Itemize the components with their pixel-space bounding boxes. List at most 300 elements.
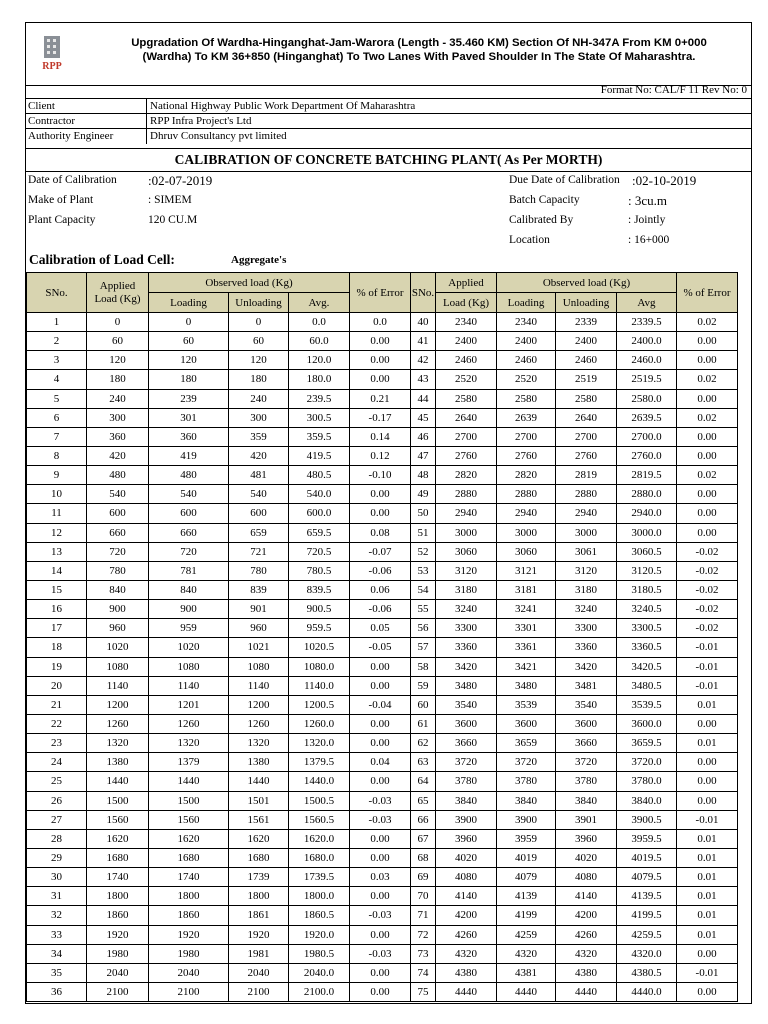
table-cell: 2400.0 (617, 332, 677, 351)
table-cell: 839.5 (289, 580, 350, 599)
table-cell: 2940.0 (617, 504, 677, 523)
table-cell: 540.0 (289, 485, 350, 504)
table-cell: 4440 (556, 982, 617, 1001)
table-cell: 3240 (436, 600, 497, 619)
table-cell: 19 (27, 657, 87, 676)
table-cell: 2880 (556, 485, 617, 504)
table-cell: 4019 (497, 848, 556, 867)
table-cell: 2819.5 (617, 466, 677, 485)
table-cell: 0.00 (677, 772, 738, 791)
table-cell: -0.02 (677, 561, 738, 580)
table-cell: 4440 (497, 982, 556, 1001)
table-cell: 1560 (87, 810, 149, 829)
table-cell: 2940 (497, 504, 556, 523)
table-cell: 0 (229, 313, 289, 332)
table-cell: 1680 (87, 848, 149, 867)
table-cell: 0.00 (350, 351, 411, 370)
table-cell: 120.0 (289, 351, 350, 370)
table-cell: 28 (27, 829, 87, 848)
table-cell: 20 (27, 676, 87, 695)
table-cell: 3960 (556, 829, 617, 848)
table-cell: 56 (411, 619, 436, 638)
table-cell: 6 (27, 408, 87, 427)
table-cell: 2400 (436, 332, 497, 351)
table-cell: 1320 (229, 734, 289, 753)
authority-engineer-row: Authority Engineer Dhruv Consultancy pvt limited (26, 128, 751, 149)
table-cell: 16 (27, 600, 87, 619)
table-cell: 0.00 (350, 676, 411, 695)
due-date-label: Due Date of Calibration (509, 174, 620, 186)
table-row (27, 791, 738, 810)
table-cell: 0.00 (677, 791, 738, 810)
table-cell: 420 (87, 446, 149, 465)
col-observed-load-2: Observed load (Kg) (497, 273, 677, 293)
format-number: Format No: CAL/F 11 Rev No: 0 (600, 84, 747, 96)
table-cell: 3660 (436, 734, 497, 753)
table-cell: 3300 (556, 619, 617, 638)
table-cell: 1980 (149, 944, 229, 963)
table-cell: 900 (87, 600, 149, 619)
table-cell: 3539 (497, 695, 556, 714)
location-label: Location (509, 234, 550, 246)
table-cell: 69 (411, 868, 436, 887)
table-cell: 2700 (556, 427, 617, 446)
table-cell: 1 (27, 313, 87, 332)
table-cell: 3061 (556, 542, 617, 561)
table-cell: 0.00 (350, 734, 411, 753)
table-cell: 3539.5 (617, 695, 677, 714)
make-of-plant-value: : SIMEM (148, 194, 192, 206)
table-cell: -0.03 (350, 791, 411, 810)
col-loading-2: Loading (497, 293, 556, 313)
table-cell: 3540 (436, 695, 497, 714)
table-cell: 3720 (556, 753, 617, 772)
table-cell: 3300 (436, 619, 497, 638)
table-cell: 721 (229, 542, 289, 561)
table-cell: 2880.0 (617, 485, 677, 504)
table-cell: 1920 (149, 925, 229, 944)
table-cell: 0.00 (677, 427, 738, 446)
table-cell: 3720 (436, 753, 497, 772)
table-cell: 180 (149, 370, 229, 389)
table-cell: 3180 (556, 580, 617, 599)
table-cell: 2460.0 (617, 351, 677, 370)
date-of-calibration-label: Date of Calibration (28, 174, 117, 186)
table-cell: 1260 (149, 714, 229, 733)
table-cell: 1620 (87, 829, 149, 848)
table-cell: 0 (149, 313, 229, 332)
table-cell: 1260.0 (289, 714, 350, 733)
table-cell: 0.00 (350, 485, 411, 504)
date-of-calibration-value: :02-07-2019 (148, 173, 213, 188)
table-cell: 59 (411, 676, 436, 695)
table-cell: 33 (27, 925, 87, 944)
table-cell: 1800 (229, 887, 289, 906)
table-row (27, 600, 738, 619)
table-cell: 57 (411, 638, 436, 657)
table-cell: 44 (411, 389, 436, 408)
table-cell: 24 (27, 753, 87, 772)
table-cell: 4320 (556, 944, 617, 963)
table-cell: 4320.0 (617, 944, 677, 963)
table-row (27, 868, 738, 887)
plant-capacity-value: 120 CU.M (148, 214, 198, 226)
table-cell: 0.01 (677, 925, 738, 944)
table-cell: 3480 (436, 676, 497, 695)
table-cell: 1560.5 (289, 810, 350, 829)
table-cell: 13 (27, 542, 87, 561)
table-cell: 1920 (87, 925, 149, 944)
table-cell: 22 (27, 714, 87, 733)
table-cell: 600 (229, 504, 289, 523)
table-cell: 1320 (149, 734, 229, 753)
table-cell: 4200 (556, 906, 617, 925)
table-cell: 0.00 (350, 714, 411, 733)
table-cell: 420 (229, 446, 289, 465)
table-row (27, 676, 738, 695)
col-loading: Loading (149, 293, 229, 313)
table-cell: 0.12 (350, 446, 411, 465)
table-cell: 901 (229, 600, 289, 619)
table-cell: 0.00 (677, 753, 738, 772)
table-cell: 3 (27, 351, 87, 370)
table-cell: 73 (411, 944, 436, 963)
batch-capacity-value: : 3cu.m (628, 193, 667, 208)
table-cell: 1861 (229, 906, 289, 925)
table-cell: 659 (229, 523, 289, 542)
table-cell: 660 (149, 523, 229, 542)
table-cell: 3720.0 (617, 753, 677, 772)
table-cell: 1020 (149, 638, 229, 657)
table-cell: 4259.5 (617, 925, 677, 944)
table-cell: 3360 (436, 638, 497, 657)
table-cell: -0.10 (350, 466, 411, 485)
table-cell: 240 (87, 389, 149, 408)
table-cell: 3600 (556, 714, 617, 733)
table-cell: 4260 (436, 925, 497, 944)
table-cell: 3481 (556, 676, 617, 695)
table-cell: -0.01 (677, 676, 738, 695)
table-cell: 0.01 (677, 887, 738, 906)
table-cell: 49 (411, 485, 436, 504)
table-row (27, 351, 738, 370)
table-cell: 3600.0 (617, 714, 677, 733)
table-cell: 900.5 (289, 600, 350, 619)
table-row (27, 734, 738, 753)
table-cell: 2339.5 (617, 313, 677, 332)
table-cell: 1080.0 (289, 657, 350, 676)
table-cell: 3120.5 (617, 561, 677, 580)
table-cell: 0.03 (350, 868, 411, 887)
table-row (27, 542, 738, 561)
table-cell: 2820 (436, 466, 497, 485)
table-cell: 780 (87, 561, 149, 580)
table-cell: -0.04 (350, 695, 411, 714)
table-row (27, 772, 738, 791)
table-cell: 4 (27, 370, 87, 389)
table-row (27, 657, 738, 676)
table-cell: 3840 (556, 791, 617, 810)
table-cell: 17 (27, 619, 87, 638)
table-cell: 3720 (497, 753, 556, 772)
table-row (27, 523, 738, 542)
table-cell: 61 (411, 714, 436, 733)
table-cell: 62 (411, 734, 436, 753)
table-cell: 4380 (436, 963, 497, 982)
table-cell: 2580 (436, 389, 497, 408)
table-cell: 4381 (497, 963, 556, 982)
table-cell: 60 (87, 332, 149, 351)
table-cell: 0.02 (677, 466, 738, 485)
table-cell: 1020 (87, 638, 149, 657)
table-cell: 3780 (497, 772, 556, 791)
table-cell: 66 (411, 810, 436, 829)
table-row (27, 829, 738, 848)
table-cell: 3600 (497, 714, 556, 733)
table-cell: 4139 (497, 887, 556, 906)
table-row (27, 427, 738, 446)
table-cell: 47 (411, 446, 436, 465)
table-cell: 3959.5 (617, 829, 677, 848)
table-cell: 2819 (556, 466, 617, 485)
table-cell: 0.00 (677, 523, 738, 542)
table-cell: -0.02 (677, 619, 738, 638)
table-cell: 2340 (436, 313, 497, 332)
table-cell: 720.5 (289, 542, 350, 561)
table-cell: 0.01 (677, 848, 738, 867)
table-cell: 3960 (436, 829, 497, 848)
table-row (27, 810, 738, 829)
table-cell: 480 (87, 466, 149, 485)
table-cell: 25 (27, 772, 87, 791)
table-cell: 660 (87, 523, 149, 542)
table-cell: 1500.5 (289, 791, 350, 810)
table-cell: 9 (27, 466, 87, 485)
table-cell: 64 (411, 772, 436, 791)
table-cell: 960 (87, 619, 149, 638)
table-cell: 360 (87, 427, 149, 446)
table-cell: 3000 (497, 523, 556, 542)
table-cell: 1380 (87, 753, 149, 772)
table-cell: 2 (27, 332, 87, 351)
table-cell: 2640 (436, 408, 497, 427)
table-cell: 1200 (229, 695, 289, 714)
table-cell: 780.5 (289, 561, 350, 580)
table-cell: 600.0 (289, 504, 350, 523)
table-cell: 2880 (497, 485, 556, 504)
table-cell: 359.5 (289, 427, 350, 446)
table-cell: -0.02 (677, 580, 738, 599)
table-cell: 0.05 (350, 619, 411, 638)
table-cell: 14 (27, 561, 87, 580)
table-cell: 0.00 (677, 714, 738, 733)
table-cell: 3180 (436, 580, 497, 599)
table-cell: 71 (411, 906, 436, 925)
table-cell: 29 (27, 848, 87, 867)
table-cell: 4380.5 (617, 963, 677, 982)
table-cell: 2519 (556, 370, 617, 389)
table-row (27, 848, 738, 867)
table-row (27, 753, 738, 772)
plant-capacity-label: Plant Capacity (28, 214, 96, 226)
table-cell: 0.01 (677, 734, 738, 753)
table-cell: 4440 (436, 982, 497, 1001)
table-cell: 1920 (229, 925, 289, 944)
table-cell: -0.03 (350, 944, 411, 963)
table-cell: 1800 (149, 887, 229, 906)
table-cell: 2460 (436, 351, 497, 370)
table-cell: 60 (229, 332, 289, 351)
table-cell: 1680.0 (289, 848, 350, 867)
calibrated-by-label: Calibrated By (509, 214, 574, 226)
table-cell: 2400 (556, 332, 617, 351)
svg-text:RPP: RPP (42, 61, 62, 72)
table-cell: 3900 (436, 810, 497, 829)
table-cell: 3000 (436, 523, 497, 542)
table-cell: 68 (411, 848, 436, 867)
table-cell: 1440 (229, 772, 289, 791)
col-sno-2: SNo. (411, 273, 436, 313)
table-cell: 2100 (149, 982, 229, 1001)
table-cell: 4199 (497, 906, 556, 925)
table-cell: 4199.5 (617, 906, 677, 925)
table-cell: 3480 (497, 676, 556, 695)
table-cell: 4020 (436, 848, 497, 867)
table-cell: 2519.5 (617, 370, 677, 389)
table-row (27, 925, 738, 944)
table-cell: 1200.5 (289, 695, 350, 714)
table-cell: 1620.0 (289, 829, 350, 848)
calibration-sheet (25, 22, 752, 1004)
table-cell: 1800 (87, 887, 149, 906)
table-cell: 0.00 (350, 772, 411, 791)
table-row (27, 982, 738, 1001)
table-cell: 32 (27, 906, 87, 925)
table-cell: 1080 (229, 657, 289, 676)
table-cell: 1501 (229, 791, 289, 810)
table-cell: 3120 (556, 561, 617, 580)
table-cell: 2760 (497, 446, 556, 465)
table-cell: 900 (149, 600, 229, 619)
table-cell: 0.00 (350, 963, 411, 982)
table-cell: 2580 (497, 389, 556, 408)
table-cell: 3180.5 (617, 580, 677, 599)
table-cell: 540 (149, 485, 229, 504)
table-cell: 2700 (497, 427, 556, 446)
table-cell: 2040 (87, 963, 149, 982)
table-cell: 1440 (149, 772, 229, 791)
table-cell: 45 (411, 408, 436, 427)
table-cell: 12 (27, 523, 87, 542)
col-avg: Avg. (289, 293, 350, 313)
table-cell: 3360.5 (617, 638, 677, 657)
table-row (27, 963, 738, 982)
table-cell: 0.06 (350, 580, 411, 599)
col-avg-2: Avg (617, 293, 677, 313)
table-cell: 1860 (149, 906, 229, 925)
table-cell: -0.01 (677, 657, 738, 676)
table-cell: 3240 (556, 600, 617, 619)
table-cell: 1140.0 (289, 676, 350, 695)
table-cell: -0.01 (677, 810, 738, 829)
table-cell: 30 (27, 868, 87, 887)
table-cell: 0.00 (677, 504, 738, 523)
table-cell: 840 (149, 580, 229, 599)
table-cell: 26 (27, 791, 87, 810)
table-cell: 72 (411, 925, 436, 944)
table-cell: 1560 (149, 810, 229, 829)
table-cell: 60.0 (289, 332, 350, 351)
company-logo-icon (38, 34, 66, 72)
table-cell: 1380 (229, 753, 289, 772)
section-title: Calibration of Load Cell: (29, 252, 175, 267)
table-cell: 2580.0 (617, 389, 677, 408)
table-cell: 0.00 (350, 332, 411, 351)
table-cell: 1860 (87, 906, 149, 925)
table-cell: 2040.0 (289, 963, 350, 982)
table-row (27, 906, 738, 925)
table-cell: 43 (411, 370, 436, 389)
table-cell: 2460 (497, 351, 556, 370)
table-cell: 120 (229, 351, 289, 370)
table-cell: 1260 (87, 714, 149, 733)
table-cell: -0.01 (677, 638, 738, 657)
table-cell: 27 (27, 810, 87, 829)
table-cell: 1740 (87, 868, 149, 887)
table-row (27, 408, 738, 427)
table-cell: 51 (411, 523, 436, 542)
table-cell: 960 (229, 619, 289, 638)
table-cell: 720 (87, 542, 149, 561)
table-row (27, 714, 738, 733)
table-cell: 180.0 (289, 370, 350, 389)
table-cell: 1080 (87, 657, 149, 676)
table-cell: 75 (411, 982, 436, 1001)
table-cell: 4320 (436, 944, 497, 963)
table-cell: 1260 (229, 714, 289, 733)
table-cell: 3360 (556, 638, 617, 657)
table-cell: 3060 (436, 542, 497, 561)
make-of-plant-label: Make of Plant (28, 194, 94, 206)
table-cell: 540 (87, 485, 149, 504)
table-cell: 3420 (556, 657, 617, 676)
table-cell: -0.17 (350, 408, 411, 427)
table-cell: 4320 (497, 944, 556, 963)
table-cell: 3659.5 (617, 734, 677, 753)
table-cell: 48 (411, 466, 436, 485)
table-cell: 3840.0 (617, 791, 677, 810)
table-cell: 4080 (436, 868, 497, 887)
due-date-value: :02-10-2019 (632, 173, 697, 188)
table-row (27, 313, 738, 332)
table-cell: 3060 (497, 542, 556, 561)
table-cell: 1740 (149, 868, 229, 887)
table-cell: 4259 (497, 925, 556, 944)
table-cell: 70 (411, 887, 436, 906)
table-cell: 0.00 (350, 370, 411, 389)
table-row (27, 944, 738, 963)
table-cell: 55 (411, 600, 436, 619)
table-cell: 1440 (87, 772, 149, 791)
col-applied-load-2: Applied (436, 273, 497, 293)
table-cell: 2700 (436, 427, 497, 446)
table-cell: -0.03 (350, 810, 411, 829)
table-row (27, 370, 738, 389)
col-error: % of Error (350, 273, 411, 313)
table-cell: 180 (87, 370, 149, 389)
table-cell: 3000.0 (617, 523, 677, 542)
table-cell: 0.04 (350, 753, 411, 772)
